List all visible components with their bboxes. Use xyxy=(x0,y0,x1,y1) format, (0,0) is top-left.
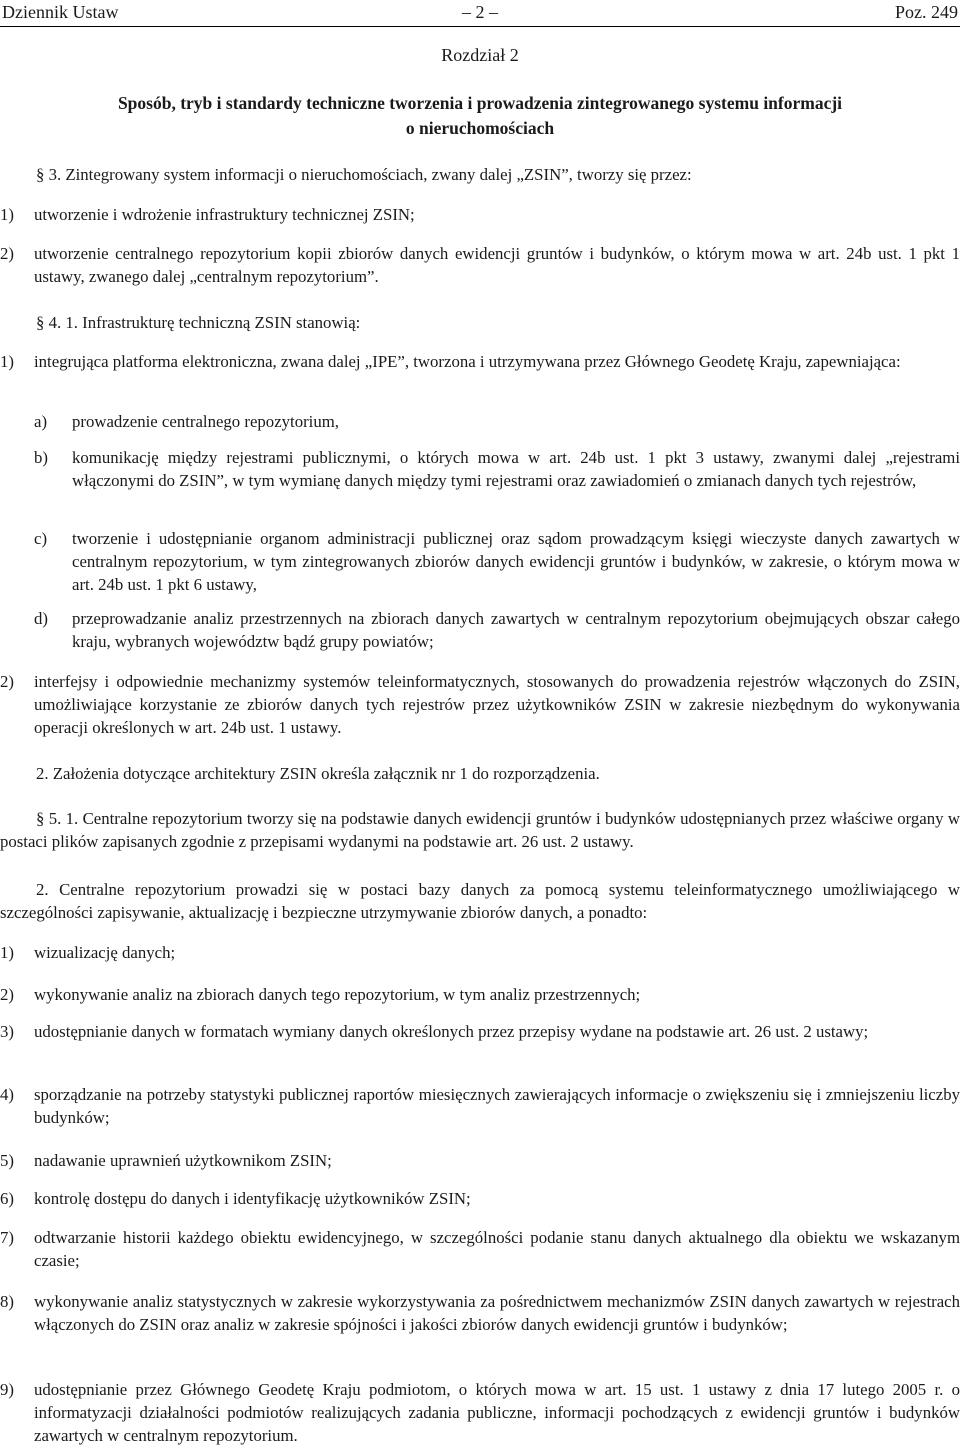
item-number: 1) xyxy=(0,205,14,224)
section-4-subitem xyxy=(34,410,960,433)
item-number: 2) xyxy=(0,244,14,263)
section-4-subitem xyxy=(34,446,960,492)
item-number: 4) xyxy=(0,1085,14,1104)
section-5-paragraph-2: 2. Centralne repozytorium prowadzi się w postaci bazy danych za pomocą systemu teleinformatycznego umożliwiającego w szczególności zapisywanie, aktualizację i bezpieczne utrzymywanie zbiorów danych, a ponadto: xyxy=(0,880,960,922)
section-3-intro: § 3. Zintegrowany system informacji o nieruchomościach, zwany dalej „ZSIN”, tworzy się przez: xyxy=(36,165,692,184)
subitem-text: tworzenie i udostępnianie organom administracji publicznej oraz sądom prowadzącym księgi wieczyste danych zawartych w centralnym repozytorium, w tym zintegrowanych zbiorów danych ewidencji gruntów i budynków, w zakresie, o którym mowa w art. 24b ust. 1 pkt 6 ustawy, xyxy=(72,529,960,594)
item-text: nadawanie uprawnień użytkownikom ZSIN; xyxy=(34,1151,332,1170)
subitem-text: komunikację między rejestrami publicznymi, o których mowa w art. 24b ust. 1 pkt 3 ustawy, zwanymi dalej „rejestrami włączonymi do ZSIN”, w tym wymianę danych między tymi rejestrami oraz zawiadomień o zmianach danych tych rejestrów, xyxy=(72,448,960,490)
section-5-item xyxy=(0,983,960,1006)
section-4-intro: § 4. 1. Infrastrukturę techniczną ZSIN stanowią: xyxy=(36,313,361,332)
section-5-item xyxy=(0,1020,960,1043)
item-number: 1) xyxy=(0,943,14,962)
section-3-item xyxy=(0,242,960,288)
item-number: 2) xyxy=(0,672,14,691)
item-text: udostępnianie przez Głównego Geodetę Kraju podmiotom, o których mowa w art. 15 ust. 1 ustawy z dnia 17 lutego 2005 r. o informatyzacji działalności podmiotów realizujących zadania publiczne, informacji pochodzących z ewidencji gruntów i budynków zawartych w centralnym repozytorium. xyxy=(34,1380,960,1445)
section-4-item xyxy=(0,670,960,739)
item-text: wykonywanie analiz statystycznych w zakresie wykorzystywania za pośrednictwem mechanizmów ZSIN danych zawartych w rejestrach włączonych do ZSIN oraz analiz w zakresie spójności i jakości zbiorów danych ewidencji gruntów i budynków; xyxy=(34,1292,960,1334)
item-number: 2) xyxy=(0,985,14,1004)
section-4-paragraph-2: 2. Założenia dotyczące architektury ZSIN określa załącznik nr 1 do rozporządzenia. xyxy=(36,764,600,783)
section-4-item xyxy=(0,350,960,373)
section-5-item xyxy=(0,1187,960,1210)
section-5-item xyxy=(0,1290,960,1336)
position-number: Poz. 249 xyxy=(895,2,958,22)
item-text: utworzenie i wdrożenie infrastruktury technicznej ZSIN; xyxy=(34,205,415,224)
item-text: wizualizację danych; xyxy=(34,943,176,962)
chapter-title-line1: Sposób, tryb i standardy techniczne tworzenia i prowadzenia zintegrowanego systemu informacji xyxy=(117,93,843,113)
item-text: integrująca platforma elektroniczna, zwana dalej „IPE”, tworzona i utrzymywana przez Głównego Geodetę Kraju, zapewniająca: xyxy=(34,352,901,371)
item-number: 7) xyxy=(0,1228,14,1247)
subitem-letter: a) xyxy=(34,412,48,431)
section-5-item xyxy=(0,1378,960,1447)
item-text: kontrolę dostępu do danych i identyfikację użytkowników ZSIN; xyxy=(34,1189,471,1208)
item-number: 8) xyxy=(0,1292,14,1311)
section-5-item xyxy=(0,1226,960,1272)
chapter-label: Rozdział 2 xyxy=(441,45,519,65)
item-number: 3) xyxy=(0,1022,14,1041)
item-number: 5) xyxy=(0,1151,14,1170)
section-5-item xyxy=(0,941,960,964)
item-text: odtwarzanie historii każdego obiektu ewidencyjnego, w szczególności podanie stanu danych aktualnego dla obiektu we wskazanym czasie; xyxy=(34,1228,960,1270)
item-number: 6) xyxy=(0,1189,14,1208)
section-4-subitem xyxy=(34,607,960,653)
item-text: udostępnianie danych w formatach wymiany danych określonych przez przepisy wydane na podstawie art. 26 ust. 2 ustawy; xyxy=(34,1022,869,1041)
section-4-subitem xyxy=(34,527,960,596)
subitem-text: przeprowadzanie analiz przestrzennych na zbiorach danych zawartych w centralnym repozytorium obejmujących obszar całego kraju, wybranych województw bądź grupy powiatów; xyxy=(72,609,960,651)
item-text: interfejsy i odpowiednie mechanizmy systemów teleinformatycznych, stosowanych do prowadzenia rejestrów włączonych do ZSIN, umożliwiające korzystanie ze zbiorów danych tych rejestrów przez użytkowników ZSIN w zakresie niezbędnym do wykonywania operacji określonych w art. 24b ust. 1 ustawy. xyxy=(34,672,960,737)
section-5-item xyxy=(0,1149,960,1172)
section-5-paragraph-1: § 5. 1. Centralne repozytorium tworzy się na podstawie danych ewidencji gruntów i budynków udostępnianych przez właściwe organy w postaci plików zapisanych zgodnie z przepisami wydanymi na podstawie art. 26 ust. 2 ustawy. xyxy=(0,809,960,851)
subitem-text: prowadzenie centralnego repozytorium, xyxy=(72,412,339,431)
page-header xyxy=(0,0,960,27)
section-5-item xyxy=(0,1083,960,1129)
subitem-letter: d) xyxy=(34,609,48,628)
item-text: utworzenie centralnego repozytorium kopii zbiorów danych ewidencji gruntów i budynków, o którym mowa w art. 24b ust. 1 pkt 1 ustawy, zwanego dalej „centralnym repozytorium”. xyxy=(34,244,960,286)
subitem-letter: b) xyxy=(34,448,48,467)
chapter-title-line2: o nieruchomościach xyxy=(405,118,555,138)
page-number: – 2 – xyxy=(462,2,498,22)
item-number: 9) xyxy=(0,1380,14,1399)
journal-name: Dziennik Ustaw xyxy=(2,2,119,22)
item-text: sporządzanie na potrzeby statystyki publicznej raportów miesięcznych zawierających informacje o zwiększeniu się i zmniejszeniu liczby budynków; xyxy=(34,1085,960,1127)
item-text: wykonywanie analiz na zbiorach danych tego repozytorium, w tym analiz przestrzennych; xyxy=(34,985,641,1004)
item-number: 1) xyxy=(0,352,14,371)
section-3-item xyxy=(0,203,960,226)
subitem-letter: c) xyxy=(34,529,48,548)
